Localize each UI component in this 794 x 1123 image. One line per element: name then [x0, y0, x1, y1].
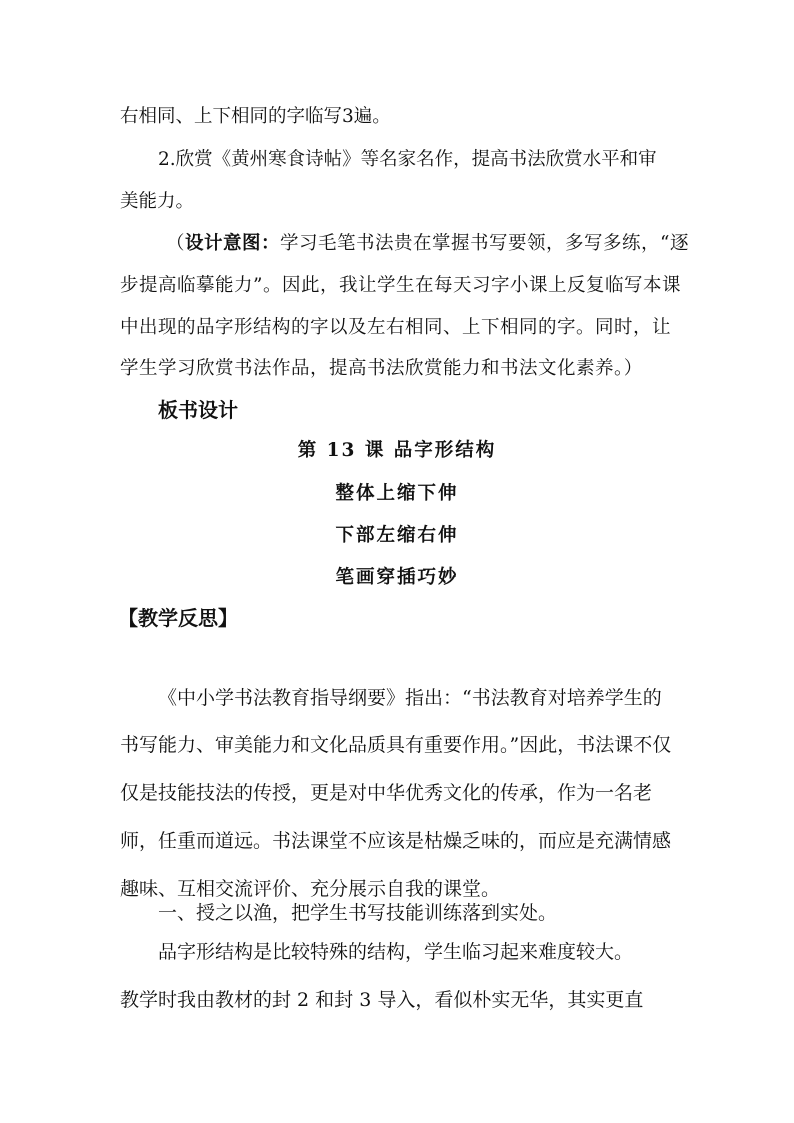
board-design-line-2: 下部左缩右伸 — [335, 525, 459, 546]
board-design-line-3: 笔画穿插巧妙 — [335, 567, 459, 588]
reflection-line-3: 仅是技能技法的传授，更是对中华优秀文化的传承，作为一名老 — [120, 782, 653, 804]
reflection-line-4: 师，任重而道远。书法课堂不应该是枯燥乏味的，而应是充满情感 — [120, 830, 672, 852]
design-intent-line-2: 步提高临摹能力”。因此，我让学生在每天习字小课上反复临写本课 — [120, 275, 681, 296]
reflection-line-7: 品字形结构是比较特殊的结构，学生临习起来难度较大。 — [158, 941, 634, 963]
design-intent-line-4: 学生学习欣赏书法作品，提高书法欣赏能力和书法文化素养。） — [120, 358, 643, 379]
design-intent-line-1 — [166, 233, 689, 255]
design-intent-line-3: 中出现的品字形结构的字以及左右相同、上下相同的字。同时，让 — [120, 317, 672, 338]
reflection-line-5: 趣味、互相交流评价、充分展示自我的课堂。 — [120, 878, 501, 900]
design-intent-label: 设计意图： — [185, 233, 281, 254]
reflection-line-6: 一、授之以渔，把学生书写技能训练落到实处。 — [158, 902, 558, 924]
design-intent-text-1: 学习毛笔书法贵在掌握书写要领，多写多练，“逐 — [280, 233, 689, 254]
reflection-line-8: 教学时我由教材的封 2 和封 3 导入，看似朴实无华，其实更直 — [120, 989, 644, 1011]
reflection-heading: 【教学反思】 — [118, 606, 238, 630]
text-line-2: 2.欣赏《黄州寒食诗帖》等名家名作，提高书法欣赏水平和审 — [158, 149, 657, 170]
reflection-line-2: 书写能力、审美能力和文化品质具有重要作用。”因此，书法课不仅 — [120, 734, 672, 756]
text-line-1: 右相同、上下相同的字临写3遍。 — [120, 106, 391, 127]
board-design-title: 第 13 课 品字形结构 — [297, 440, 497, 461]
text-line-3: 美能力。 — [120, 191, 195, 212]
design-intent-open-paren: （ — [166, 233, 186, 254]
board-design-line-1: 整体上缩下伸 — [335, 483, 459, 504]
reflection-line-1: 《中小学书法教育指导纲要》指出：“书法教育对培养学生的 — [158, 687, 662, 709]
board-design-heading: 板书设计 — [158, 398, 238, 422]
